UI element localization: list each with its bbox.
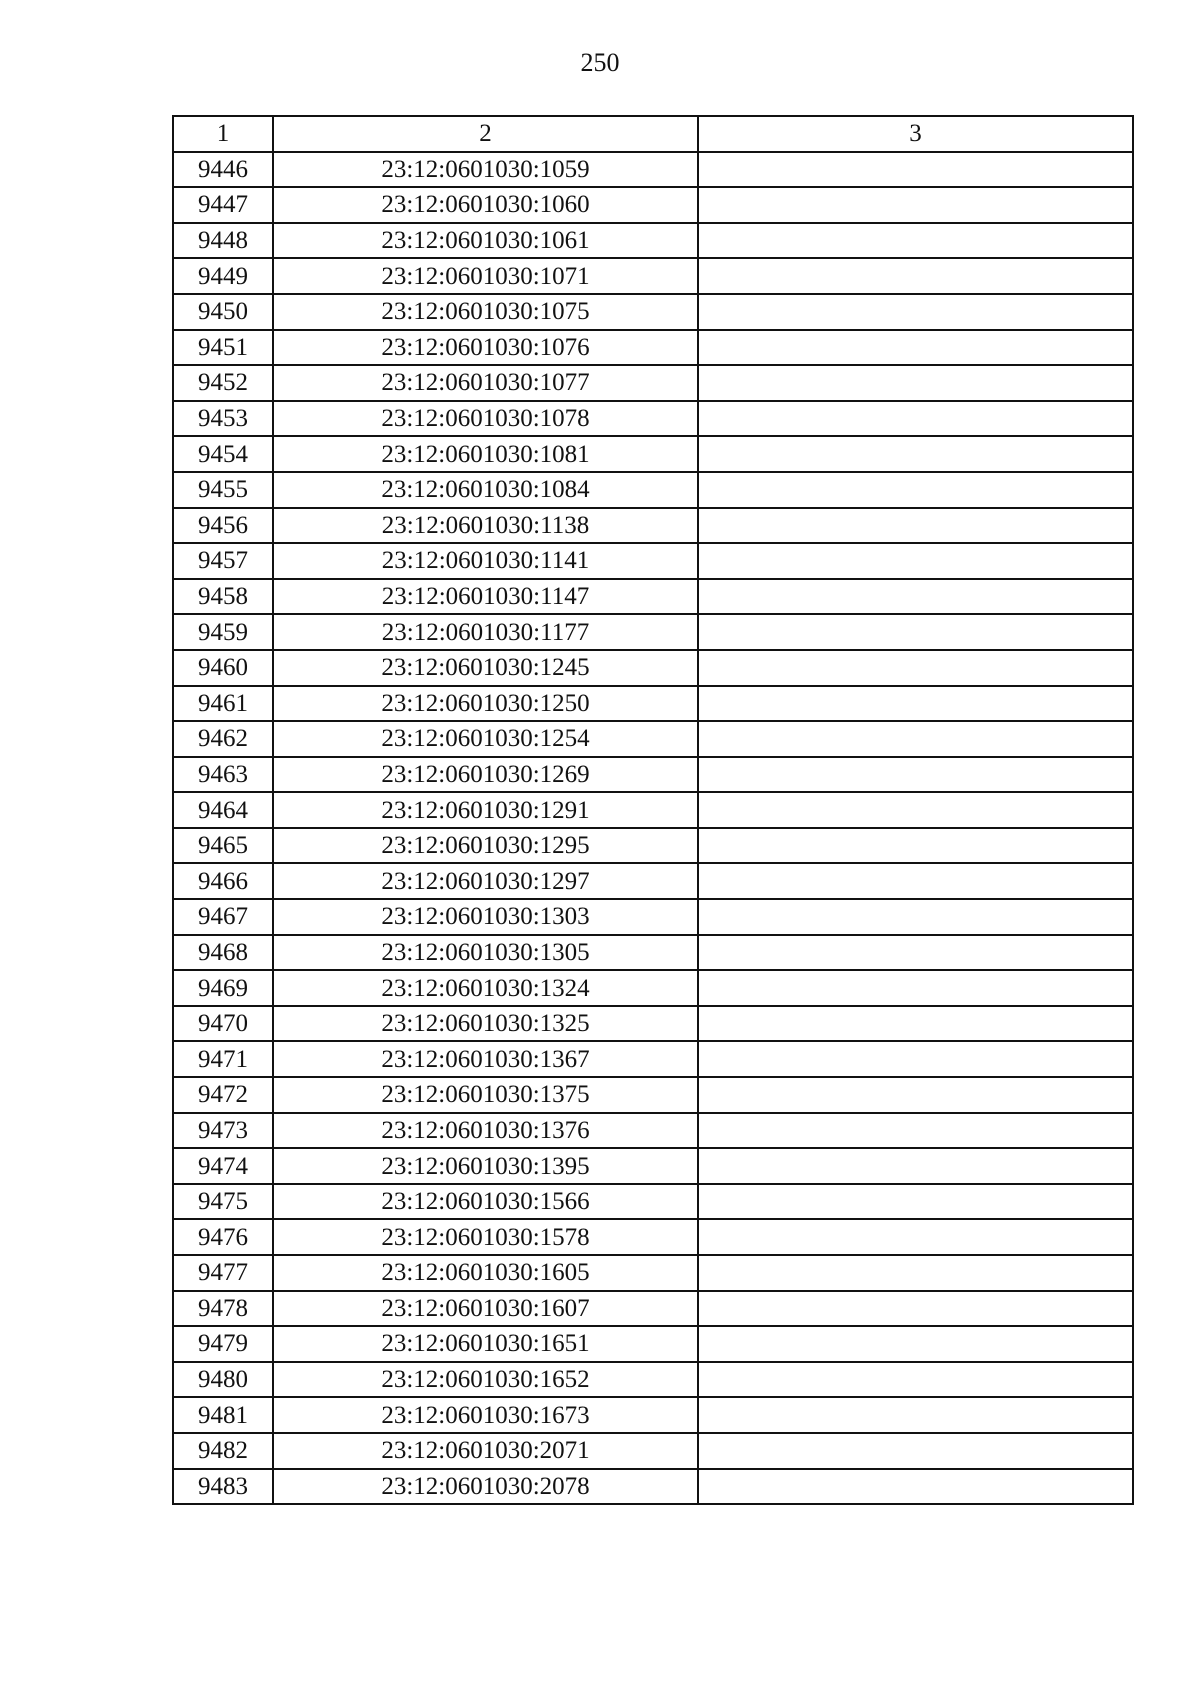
- cadastral-number-cell: 23:12:0601030:1075: [273, 294, 698, 330]
- table-row: [173, 1113, 1133, 1149]
- cadastral-number-cell: 23:12:0601030:1295: [273, 828, 698, 864]
- table-row: [173, 614, 1133, 650]
- cadastral-number-cell: 23:12:0601030:1269: [273, 757, 698, 793]
- notes-cell: [698, 365, 1133, 401]
- cadastral-number-cell: 23:12:0601030:1607: [273, 1291, 698, 1327]
- table-row: [173, 1397, 1133, 1433]
- table-row: [173, 1362, 1133, 1398]
- table-row: [173, 899, 1133, 935]
- notes-cell: [698, 757, 1133, 793]
- table-row: [173, 1041, 1133, 1077]
- table-header-row: [173, 116, 1133, 152]
- table-row: [173, 294, 1133, 330]
- table-row: [173, 1469, 1133, 1505]
- table-row: [173, 757, 1133, 793]
- table-row: [173, 935, 1133, 971]
- notes-cell: [698, 1469, 1133, 1505]
- notes-cell: [698, 1397, 1133, 1433]
- table-row: [173, 1006, 1133, 1042]
- cadastral-number-cell: 23:12:0601030:1291: [273, 792, 698, 828]
- cadastral-number-cell: 23:12:0601030:1078: [273, 401, 698, 437]
- cadastral-number-cell: 23:12:0601030:1250: [273, 686, 698, 722]
- table-row: [173, 650, 1133, 686]
- notes-cell: [698, 828, 1133, 864]
- row-number-cell: 9455: [173, 472, 273, 508]
- cadastral-number-cell: 23:12:0601030:1138: [273, 508, 698, 544]
- cadastral-number-cell: 23:12:0601030:1367: [273, 1041, 698, 1077]
- notes-cell: [698, 1326, 1133, 1362]
- notes-cell: [698, 686, 1133, 722]
- table-row: [173, 472, 1133, 508]
- row-number-cell: 9476: [173, 1219, 273, 1255]
- column-header-2: 2: [273, 116, 698, 152]
- cadastral-number-cell: 23:12:0601030:1071: [273, 258, 698, 294]
- notes-cell: [698, 1113, 1133, 1149]
- table-row: [173, 436, 1133, 472]
- notes-cell: [698, 1291, 1133, 1327]
- notes-cell: [698, 721, 1133, 757]
- table-row: [173, 1219, 1133, 1255]
- cadastral-number-cell: 23:12:0601030:1297: [273, 863, 698, 899]
- notes-cell: [698, 152, 1133, 188]
- table-body: [173, 152, 1133, 1505]
- cadastral-number-cell: 23:12:0601030:1652: [273, 1362, 698, 1398]
- cadastral-number-cell: 23:12:0601030:1375: [273, 1077, 698, 1113]
- notes-cell: [698, 330, 1133, 366]
- row-number-cell: 9461: [173, 686, 273, 722]
- row-number-cell: 9472: [173, 1077, 273, 1113]
- row-number-cell: 9454: [173, 436, 273, 472]
- cadastral-number-cell: 23:12:0601030:1605: [273, 1255, 698, 1291]
- table-row: [173, 792, 1133, 828]
- notes-cell: [698, 970, 1133, 1006]
- cadastral-number-cell: 23:12:0601030:1395: [273, 1148, 698, 1184]
- notes-cell: [698, 543, 1133, 579]
- table-row: [173, 365, 1133, 401]
- row-number-cell: 9477: [173, 1255, 273, 1291]
- cadastral-number-cell: 23:12:0601030:1141: [273, 543, 698, 579]
- table-row: [173, 1255, 1133, 1291]
- row-number-cell: 9469: [173, 970, 273, 1006]
- table-row: [173, 828, 1133, 864]
- row-number-cell: 9473: [173, 1113, 273, 1149]
- cadastral-number-cell: 23:12:0601030:1177: [273, 614, 698, 650]
- table-row: [173, 223, 1133, 259]
- notes-cell: [698, 1433, 1133, 1469]
- row-number-cell: 9471: [173, 1041, 273, 1077]
- notes-cell: [698, 508, 1133, 544]
- notes-cell: [698, 1006, 1133, 1042]
- notes-cell: [698, 258, 1133, 294]
- row-number-cell: 9447: [173, 187, 273, 223]
- row-number-cell: 9481: [173, 1397, 273, 1433]
- row-number-cell: 9470: [173, 1006, 273, 1042]
- cadastral-number-cell: 23:12:0601030:1566: [273, 1184, 698, 1220]
- row-number-cell: 9459: [173, 614, 273, 650]
- cadastral-number-cell: 23:12:0601030:1084: [273, 472, 698, 508]
- cadastral-number-cell: 23:12:0601030:1077: [273, 365, 698, 401]
- row-number-cell: 9462: [173, 721, 273, 757]
- notes-cell: [698, 650, 1133, 686]
- row-number-cell: 9467: [173, 899, 273, 935]
- row-number-cell: 9449: [173, 258, 273, 294]
- notes-cell: [698, 1255, 1133, 1291]
- table-row: [173, 508, 1133, 544]
- row-number-cell: 9465: [173, 828, 273, 864]
- notes-cell: [698, 1041, 1133, 1077]
- cadastral-number-cell: 23:12:0601030:1303: [273, 899, 698, 935]
- column-header-3: 3: [698, 116, 1133, 152]
- cadastral-number-cell: 23:12:0601030:1081: [273, 436, 698, 472]
- row-number-cell: 9453: [173, 401, 273, 437]
- cadastral-number-cell: 23:12:0601030:1059: [273, 152, 698, 188]
- table-row: [173, 1291, 1133, 1327]
- row-number-cell: 9458: [173, 579, 273, 615]
- cadastral-number-cell: 23:12:0601030:1305: [273, 935, 698, 971]
- row-number-cell: 9482: [173, 1433, 273, 1469]
- table-header: [173, 116, 1133, 152]
- row-number-cell: 9480: [173, 1362, 273, 1398]
- notes-cell: [698, 1148, 1133, 1184]
- row-number-cell: 9468: [173, 935, 273, 971]
- notes-cell: [698, 935, 1133, 971]
- table-row: [173, 970, 1133, 1006]
- row-number-cell: 9457: [173, 543, 273, 579]
- table-row: [173, 187, 1133, 223]
- cadastral-number-cell: 23:12:0601030:1325: [273, 1006, 698, 1042]
- notes-cell: [698, 401, 1133, 437]
- row-number-cell: 9475: [173, 1184, 273, 1220]
- row-number-cell: 9464: [173, 792, 273, 828]
- notes-cell: [698, 1219, 1133, 1255]
- notes-cell: [698, 579, 1133, 615]
- page-number: 250: [580, 48, 620, 77]
- cadastral-number-cell: 23:12:0601030:1245: [273, 650, 698, 686]
- table-row: [173, 686, 1133, 722]
- table-row: [173, 1433, 1133, 1469]
- cadastral-number-cell: 23:12:0601030:2071: [273, 1433, 698, 1469]
- table-row: [173, 401, 1133, 437]
- row-number-cell: 9450: [173, 294, 273, 330]
- cadastral-number-cell: 23:12:0601030:1147: [273, 579, 698, 615]
- row-number-cell: 9474: [173, 1148, 273, 1184]
- table-row: [173, 579, 1133, 615]
- cadastral-number-cell: 23:12:0601030:1060: [273, 187, 698, 223]
- notes-cell: [698, 472, 1133, 508]
- cadastral-number-cell: 23:12:0601030:1254: [273, 721, 698, 757]
- notes-cell: [698, 187, 1133, 223]
- notes-cell: [698, 863, 1133, 899]
- cadastral-number-cell: 23:12:0601030:1061: [273, 223, 698, 259]
- cadastral-number-cell: 23:12:0601030:2078: [273, 1469, 698, 1505]
- notes-cell: [698, 792, 1133, 828]
- cadastral-table: [172, 115, 1134, 1505]
- notes-cell: [698, 899, 1133, 935]
- table-row: [173, 721, 1133, 757]
- row-number-cell: 9478: [173, 1291, 273, 1327]
- cadastral-number-cell: 23:12:0601030:1076: [273, 330, 698, 366]
- table-row: [173, 1148, 1133, 1184]
- table-row: [173, 152, 1133, 188]
- row-number-cell: 9463: [173, 757, 273, 793]
- row-number-cell: 9451: [173, 330, 273, 366]
- cadastral-number-cell: 23:12:0601030:1324: [273, 970, 698, 1006]
- row-number-cell: 9456: [173, 508, 273, 544]
- table-row: [173, 258, 1133, 294]
- row-number-cell: 9452: [173, 365, 273, 401]
- notes-cell: [698, 294, 1133, 330]
- row-number-cell: 9483: [173, 1469, 273, 1505]
- notes-cell: [698, 1077, 1133, 1113]
- cadastral-number-cell: 23:12:0601030:1376: [273, 1113, 698, 1149]
- row-number-cell: 9479: [173, 1326, 273, 1362]
- table-row: [173, 1326, 1133, 1362]
- row-number-cell: 9448: [173, 223, 273, 259]
- notes-cell: [698, 1184, 1133, 1220]
- table-row: [173, 863, 1133, 899]
- notes-cell: [698, 1362, 1133, 1398]
- table-row: [173, 1184, 1133, 1220]
- table-row: [173, 543, 1133, 579]
- notes-cell: [698, 614, 1133, 650]
- row-number-cell: 9446: [173, 152, 273, 188]
- row-number-cell: 9460: [173, 650, 273, 686]
- cadastral-number-cell: 23:12:0601030:1651: [273, 1326, 698, 1362]
- notes-cell: [698, 223, 1133, 259]
- column-header-1: 1: [173, 116, 273, 152]
- table-row: [173, 330, 1133, 366]
- cadastral-number-cell: 23:12:0601030:1673: [273, 1397, 698, 1433]
- row-number-cell: 9466: [173, 863, 273, 899]
- cadastral-number-cell: 23:12:0601030:1578: [273, 1219, 698, 1255]
- table-row: [173, 1077, 1133, 1113]
- notes-cell: [698, 436, 1133, 472]
